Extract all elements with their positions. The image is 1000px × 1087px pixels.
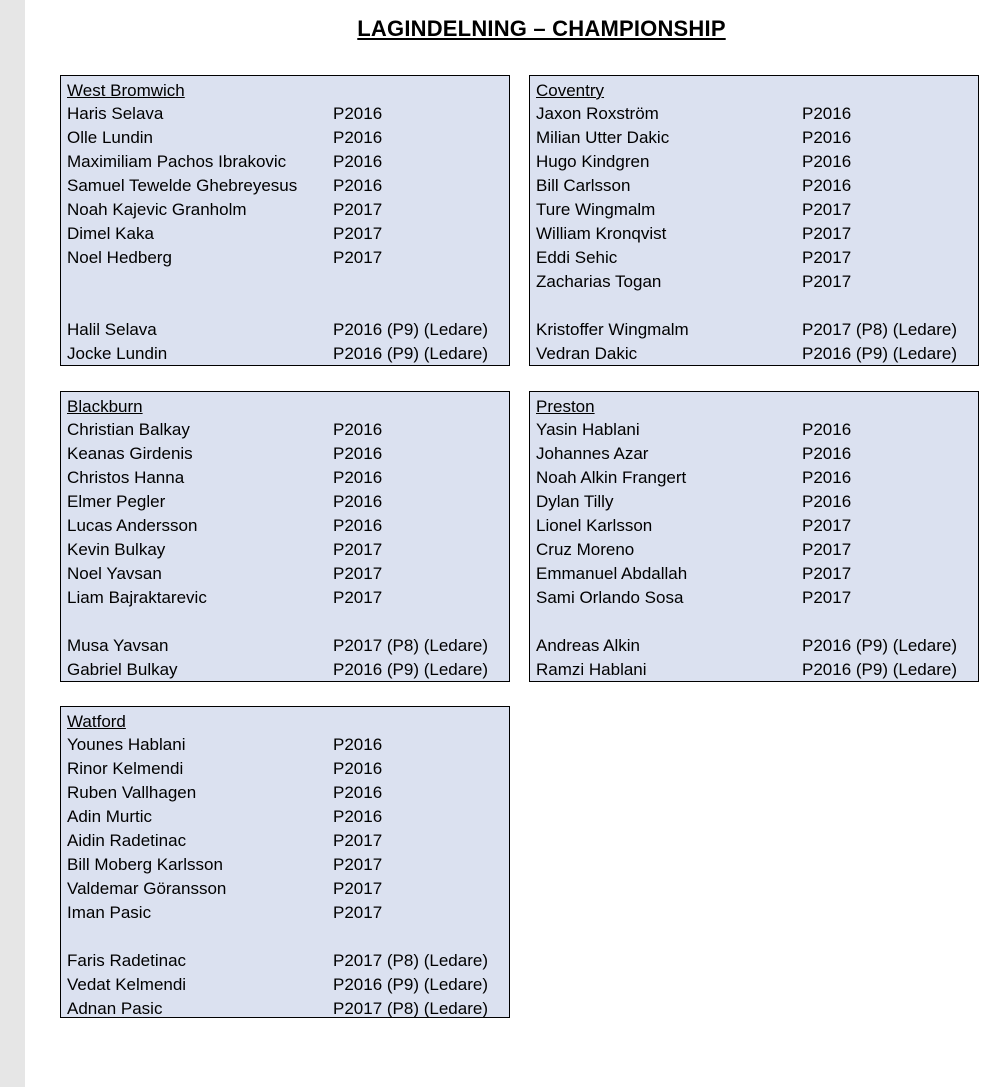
player-name: Noel Yavsan <box>67 564 162 583</box>
leader-name: Vedat Kelmendi <box>67 975 187 994</box>
player-name: Noel Hedberg <box>67 248 172 267</box>
player-name: Sami Orlando Sosa <box>536 588 684 607</box>
player-row <box>67 466 509 490</box>
player-row <box>536 442 978 466</box>
team-name: West Bromwich <box>67 81 185 100</box>
player-year: P2016 <box>802 444 852 463</box>
player-row <box>536 586 978 610</box>
blank-row <box>67 610 509 634</box>
player-year: P2017 <box>802 564 852 583</box>
leader-year: P2016 (P9) (Ledare) <box>333 320 488 339</box>
team-box-coventry <box>529 75 979 366</box>
leader-year: P2016 (P9) (Ledare) <box>333 344 488 363</box>
player-row <box>536 102 978 126</box>
player-name: Iman Pasic <box>67 903 152 922</box>
player-name: Noah Kajevic Granholm <box>67 200 247 219</box>
player-row <box>536 562 978 586</box>
blank-row <box>67 925 509 949</box>
player-year: P2016 <box>333 516 383 535</box>
player-name: Milian Utter Dakic <box>536 128 670 147</box>
player-row <box>67 733 509 757</box>
player-year: P2016 <box>333 492 383 511</box>
player-name: Liam Bajraktarevic <box>67 588 207 607</box>
player-name: Adin Murtic <box>67 807 153 826</box>
player-row <box>67 877 509 901</box>
player-row <box>67 586 509 610</box>
leader-row <box>536 318 978 342</box>
player-row <box>67 102 509 126</box>
player-name: Lucas Andersson <box>67 516 198 535</box>
player-row <box>536 270 978 294</box>
leader-row <box>536 658 978 682</box>
leader-row <box>536 634 978 658</box>
player-row <box>67 805 509 829</box>
leader-year: P2016 (P9) (Ledare) <box>802 344 957 363</box>
leader-row <box>536 342 978 366</box>
player-year: P2016 <box>333 420 383 439</box>
player-name: Dimel Kaka <box>67 224 154 243</box>
leader-name: Vedran Dakic <box>536 344 638 363</box>
leader-row <box>67 997 509 1021</box>
player-name: Johannes Azar <box>536 444 649 463</box>
player-year: P2017 <box>333 588 383 607</box>
player-year: P2016 <box>802 492 852 511</box>
player-row <box>67 246 509 270</box>
player-year: P2017 <box>802 224 852 243</box>
player-name: Yasin Hablani <box>536 420 640 439</box>
player-name: Kevin Bulkay <box>67 540 166 559</box>
leader-year: P2017 (P8) (Ledare) <box>802 320 957 339</box>
player-name: Samuel Tewelde Ghebreyesus <box>67 176 298 195</box>
player-year: P2016 <box>802 104 852 123</box>
player-year: P2017 <box>802 200 852 219</box>
player-year: P2017 <box>333 564 383 583</box>
blank-row <box>67 294 509 318</box>
player-name: Rinor Kelmendi <box>67 759 184 778</box>
player-year: P2017 <box>333 540 383 559</box>
player-name: Jaxon Roxström <box>536 104 659 123</box>
player-row <box>67 126 509 150</box>
team-box-watford <box>60 706 510 1018</box>
leader-row <box>67 973 509 997</box>
player-row <box>536 174 978 198</box>
leader-name: Ramzi Hablani <box>536 660 647 679</box>
player-row <box>536 198 978 222</box>
player-name: Emmanuel Abdallah <box>536 564 688 583</box>
player-row <box>67 538 509 562</box>
player-row <box>67 901 509 925</box>
leader-name: Andreas Alkin <box>536 636 640 655</box>
player-row <box>67 418 509 442</box>
player-name: Eddi Sehic <box>536 248 618 267</box>
player-row <box>67 490 509 514</box>
leader-year: P2016 (P9) (Ledare) <box>333 660 488 679</box>
player-year: P2016 <box>333 783 383 802</box>
player-row <box>67 829 509 853</box>
player-year: P2016 <box>333 128 383 147</box>
team-box-west-bromwich <box>60 75 510 366</box>
player-name: Lionel Karlsson <box>536 516 653 535</box>
team-name: Watford <box>67 712 126 731</box>
player-name: Ture Wingmalm <box>536 200 656 219</box>
team-name: Preston <box>536 397 595 416</box>
blank-row <box>536 610 978 634</box>
player-row <box>536 466 978 490</box>
player-year: P2017 <box>333 855 383 874</box>
leader-name: Kristoffer Wingmalm <box>536 320 689 339</box>
leader-row <box>67 342 509 366</box>
team-box-preston <box>529 391 979 682</box>
team-name: Blackburn <box>67 397 143 416</box>
blank-row <box>536 294 978 318</box>
player-name: Dylan Tilly <box>536 492 614 511</box>
player-year: P2016 <box>333 152 383 171</box>
player-row <box>536 418 978 442</box>
team-box-blackburn <box>60 391 510 682</box>
player-year: P2017 <box>333 831 383 850</box>
player-name: Younes Hablani <box>67 735 186 754</box>
player-row <box>536 222 978 246</box>
player-name: Noah Alkin Frangert <box>536 468 687 487</box>
player-name: Olle Lundin <box>67 128 154 147</box>
leader-year: P2017 (P8) (Ledare) <box>333 999 488 1018</box>
player-year: P2016 <box>333 176 383 195</box>
player-year: P2016 <box>333 444 383 463</box>
player-row <box>67 222 509 246</box>
player-row <box>67 174 509 198</box>
player-name: William Kronqvist <box>536 224 667 243</box>
player-year: P2017 <box>333 879 383 898</box>
leader-year: P2017 (P8) (Ledare) <box>333 636 488 655</box>
leader-name: Faris Radetinac <box>67 951 187 970</box>
leader-name: Halil Selava <box>67 320 157 339</box>
player-year: P2016 <box>333 759 383 778</box>
player-name: Christos Hanna <box>67 468 185 487</box>
player-row <box>536 514 978 538</box>
player-year: P2017 <box>333 248 383 267</box>
player-row <box>67 442 509 466</box>
leader-year: P2016 (P9) (Ledare) <box>802 660 957 679</box>
player-name: Haris Selava <box>67 104 164 123</box>
player-row <box>67 562 509 586</box>
player-year: P2016 <box>802 128 852 147</box>
player-year: P2017 <box>802 272 852 291</box>
player-year: P2016 <box>802 176 852 195</box>
player-year: P2017 <box>333 224 383 243</box>
player-year: P2017 <box>802 248 852 267</box>
player-name: Ruben Vallhagen <box>67 783 197 802</box>
player-year: P2017 <box>802 588 852 607</box>
player-year: P2016 <box>333 468 383 487</box>
player-row <box>67 853 509 877</box>
player-row <box>536 490 978 514</box>
player-year: P2016 <box>802 468 852 487</box>
player-name: Hugo Kindgren <box>536 152 650 171</box>
player-row <box>67 757 509 781</box>
player-year: P2017 <box>333 903 383 922</box>
leader-name: Jocke Lundin <box>67 344 168 363</box>
player-name: Zacharias Togan <box>536 272 662 291</box>
player-name: Bill Carlsson <box>536 176 631 195</box>
player-name: Bill Moberg Karlsson <box>67 855 223 874</box>
player-name: Cruz Moreno <box>536 540 635 559</box>
player-row <box>536 126 978 150</box>
leader-row <box>67 634 509 658</box>
team-name: Coventry <box>536 81 605 100</box>
player-name: Aidin Radetinac <box>67 831 187 850</box>
player-name: Elmer Pegler <box>67 492 166 511</box>
leader-row <box>67 658 509 682</box>
leader-year: P2017 (P8) (Ledare) <box>333 951 488 970</box>
player-year: P2017 <box>802 540 852 559</box>
leader-year: P2016 (P9) (Ledare) <box>333 975 488 994</box>
player-year: P2017 <box>802 516 852 535</box>
player-year: P2016 <box>802 420 852 439</box>
player-name: Valdemar Göransson <box>67 879 227 898</box>
leader-year: P2016 (P9) (Ledare) <box>802 636 957 655</box>
player-name: Keanas Girdenis <box>67 444 193 463</box>
player-name: Christian Balkay <box>67 420 190 439</box>
leader-name: Musa Yavsan <box>67 636 169 655</box>
player-row <box>536 150 978 174</box>
player-name: Maximiliam Pachos Ibrakovic <box>67 152 287 171</box>
page-title: LAGINDELNING – CHAMPIONSHIP <box>357 16 726 41</box>
player-year: P2016 <box>333 735 383 754</box>
player-row <box>67 198 509 222</box>
blank-row <box>67 270 509 294</box>
player-row <box>536 538 978 562</box>
player-row <box>536 246 978 270</box>
player-year: P2016 <box>802 152 852 171</box>
player-year: P2016 <box>333 807 383 826</box>
leader-name: Gabriel Bulkay <box>67 660 178 679</box>
leader-row <box>67 318 509 342</box>
player-year: P2016 <box>333 104 383 123</box>
player-row <box>67 514 509 538</box>
player-year: P2017 <box>333 200 383 219</box>
player-row <box>67 781 509 805</box>
player-row <box>67 150 509 174</box>
leader-row <box>67 949 509 973</box>
leader-name: Adnan Pasic <box>67 999 163 1018</box>
